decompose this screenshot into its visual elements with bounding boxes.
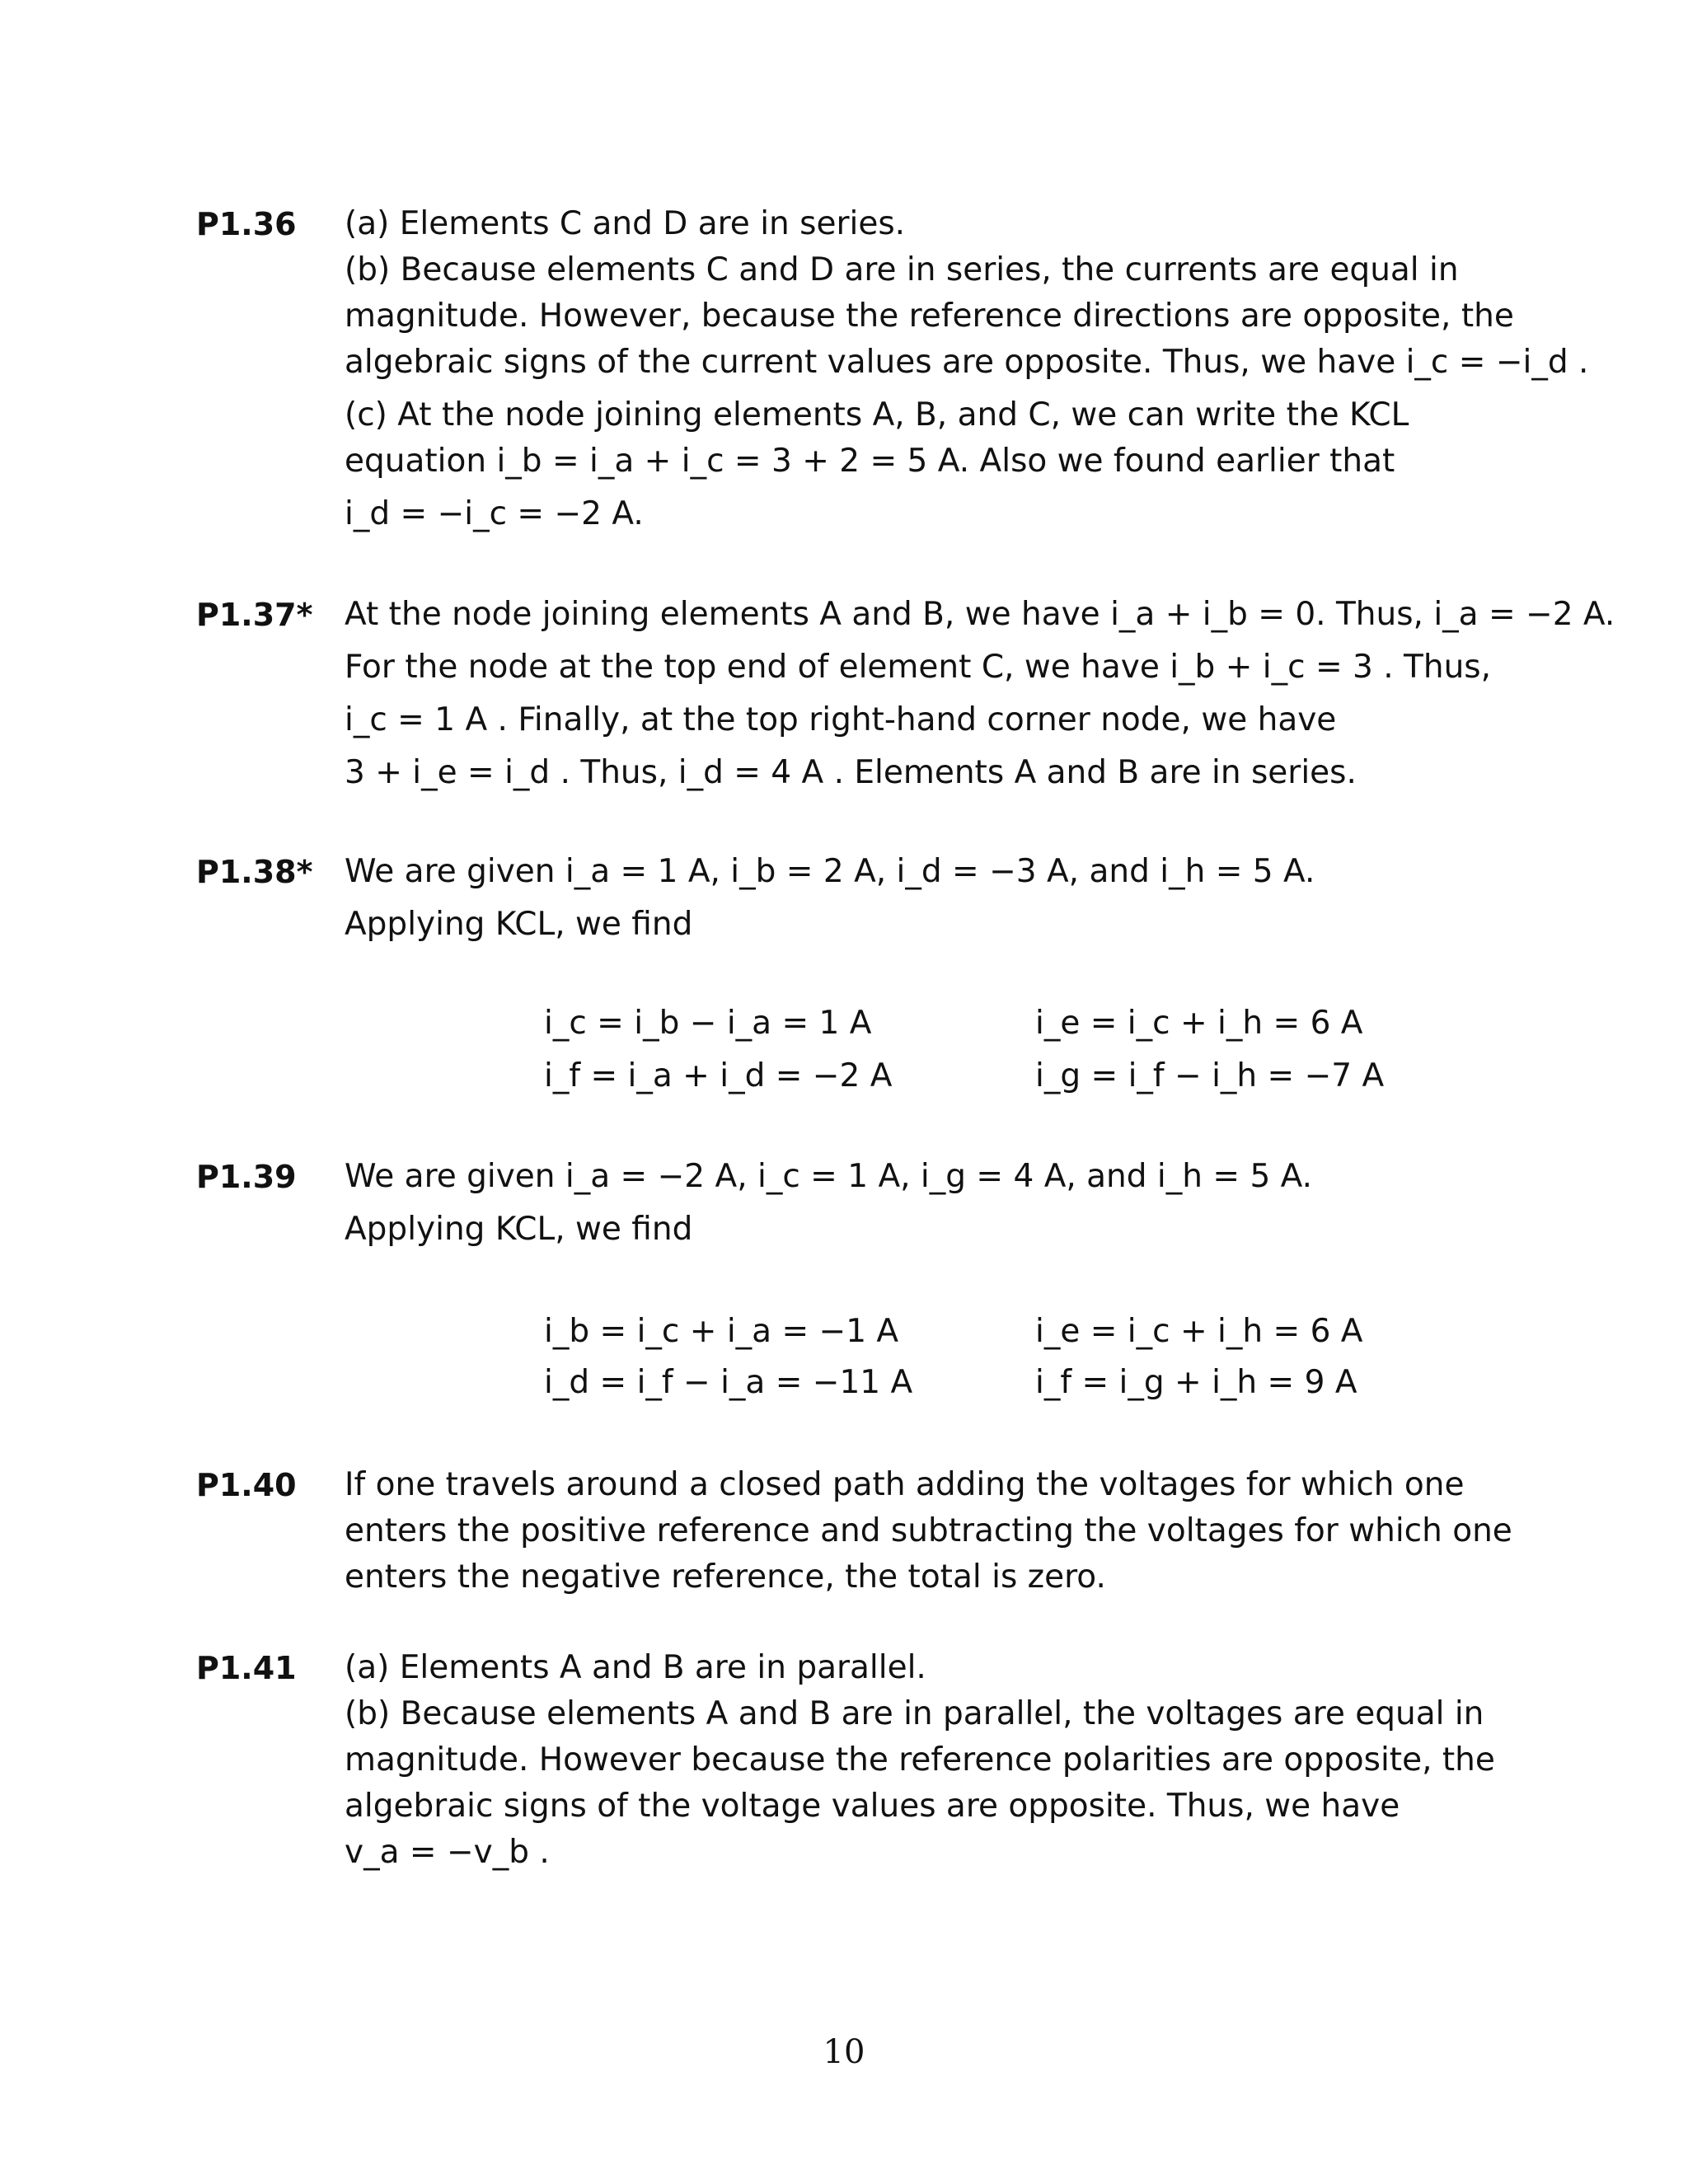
problem-line: At the node joining elements A and B, we have i_a + i_b = 0. Thus, i_a = −2 A.: [345, 596, 1615, 633]
equation: i_f = i_a + i_d = −2 A: [544, 1057, 893, 1094]
problem-line: (a) Elements A and B are in parallel.: [345, 1649, 926, 1686]
problem-line: magnitude. However because the reference polarities are opposite, the: [345, 1741, 1495, 1779]
problem-label: P1.36: [196, 206, 297, 242]
problem-text: [345, 1645, 1507, 1876]
problem-label: P1.39: [196, 1159, 297, 1195]
problem-line: Applying KCL, we find: [345, 906, 693, 943]
problem-line: algebraic signs of the voltage values are opposite. Thus, we have: [345, 1788, 1400, 1825]
equation: i_e = i_c + i_h = 6 A: [1035, 1313, 1363, 1350]
problem-label: P1.41: [196, 1650, 297, 1686]
problem-line: v_a = −v_b .: [345, 1834, 550, 1871]
problem-label: P1.37*: [196, 597, 313, 633]
problem-line: magnitude. However, because the reference directions are opposite, the: [345, 298, 1514, 335]
equation: i_g = i_f − i_h = −7 A: [1035, 1057, 1385, 1094]
problem-label: P1.38*: [196, 854, 313, 890]
problem-line: (c) At the node joining elements A, B, and C, we can write the KCL: [345, 396, 1409, 434]
equation: i_c = i_b − i_a = 1 A: [544, 1005, 872, 1042]
equation: i_b = i_c + i_a = −1 A: [544, 1313, 899, 1350]
problem-line: Applying KCL, we find: [345, 1211, 693, 1248]
problem-text: [345, 592, 1615, 796]
equation: i_d = i_f − i_a = −11 A: [544, 1364, 913, 1401]
problem-line: equation i_b = i_a + i_c = 3 + 2 = 5 A. Also we found earlier that: [345, 443, 1395, 480]
equation: i_f = i_g + i_h = 9 A: [1035, 1364, 1357, 1401]
problem-line: (b) Because elements A and B are in parallel, the voltages are equal in: [345, 1695, 1484, 1732]
problem-line: i_d = −i_c = −2 A.: [345, 495, 644, 532]
problem-line: algebraic signs of the current values are opposite. Thus, we have i_c = −i_d .: [345, 344, 1589, 381]
problem-line: If one travels around a closed path adding the voltages for which one: [345, 1466, 1465, 1503]
problem-line: enters the negative reference, the total is zero.: [345, 1558, 1106, 1596]
problem-line: (a) Elements C and D are in series.: [345, 205, 906, 242]
problem-text: [345, 849, 1507, 948]
problem-line: i_c = 1 A . Finally, at the top right-hand corner node, we have: [345, 701, 1337, 738]
equation: i_e = i_c + i_h = 6 A: [1035, 1005, 1363, 1042]
problem-line: We are given i_a = 1 A, i_b = 2 A, i_d = −3 A, and i_h = 5 A.: [345, 853, 1315, 890]
problem-label: P1.40: [196, 1467, 297, 1503]
problem-line: (b) Because elements C and D are in series, the currents are equal in: [345, 251, 1459, 288]
problem-line: enters the positive reference and subtracting the voltages for which one: [345, 1512, 1512, 1549]
page-number: 10: [823, 2033, 865, 2071]
problem-text: [345, 1462, 1512, 1601]
problem-line: We are given i_a = −2 A, i_c = 1 A, i_g = 4 A, and i_h = 5 A.: [345, 1158, 1313, 1195]
problem-line: For the node at the top end of element C, we have i_b + i_c = 3 . Thus,: [345, 649, 1492, 686]
problem-text: [345, 201, 1589, 537]
problem-text: [345, 1154, 1507, 1253]
problem-line: 3 + i_e = i_d . Thus, i_d = 4 A . Elements A and B are in series.: [345, 754, 1357, 791]
